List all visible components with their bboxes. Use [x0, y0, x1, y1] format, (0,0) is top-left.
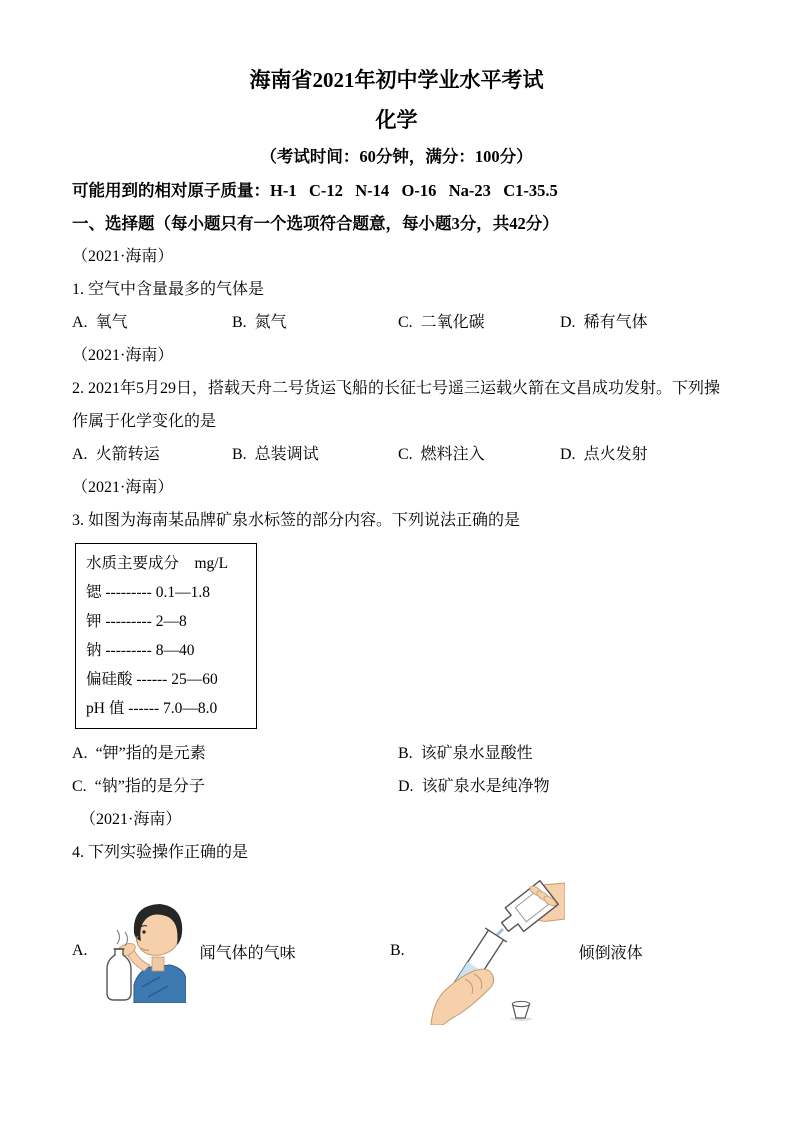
q3-option-c: [72, 770, 398, 803]
vapor-lines: [117, 930, 128, 946]
holding-hand: [431, 969, 494, 1025]
q3-options: [72, 737, 721, 803]
q2-option-c-label: C.: [398, 446, 413, 463]
q2-option-a-label: A.: [72, 446, 88, 463]
pour-liquid-illustration: [417, 877, 565, 1025]
water-table-row-ph: pH 值 ------ 7.0—8.0: [86, 700, 218, 717]
q3-option-b-label: B.: [398, 745, 413, 762]
section-one-header: 一、选择题（每小题只有一个选项符合题意，每小题3分，共42分）: [72, 214, 559, 233]
exam-title: 海南省2021年初中学业水平考试: [249, 68, 544, 92]
q1-stem: 1. 空气中含量最多的气体是: [72, 281, 265, 298]
q1-option-b: [232, 306, 398, 339]
q1-option-c: [398, 306, 560, 339]
q2-options: [72, 438, 721, 471]
q2-option-a: [72, 438, 232, 471]
q4-option-b-label: B.: [390, 942, 405, 959]
q3-source: （2021·海南）: [72, 479, 174, 496]
exam-subject: 化学: [375, 108, 418, 132]
reagent-bottle: [107, 949, 131, 1000]
q1-option-d-label: D.: [560, 314, 576, 331]
q1-option-c-label: C.: [398, 314, 413, 331]
water-table-row-sodium: 钠 --------- 8—40: [86, 642, 195, 659]
q3-option-c-label: C.: [72, 778, 87, 795]
atomic-masses-note: 可能用到的相对原子质量：H-1 C-12 N-14 O-16 Na-23 C1-35.5: [72, 181, 558, 200]
water-table-row-metasilicic-acid: 偏硅酸 ------ 25—60: [86, 671, 218, 688]
q4-stem: 4. 下列实验操作正确的是: [72, 844, 249, 861]
q3-option-b-text: 该矿泉水显酸性: [420, 745, 533, 762]
q3-option-a: [72, 737, 398, 770]
q2-option-b-label: B.: [232, 446, 247, 463]
q2-option-b: [232, 438, 398, 471]
q2-source: （2021·海南）: [72, 347, 174, 364]
q3-option-a-label: A.: [72, 745, 88, 762]
q2-stem: 2. 2021年5月29日，搭载天舟二号货运飞船的长征七号遥三运载火箭在文昌成功发射。下列操作属于化学变化的是: [72, 380, 721, 430]
q2-option-d-label: D.: [560, 446, 576, 463]
q2-option-d-text: 点火发射: [583, 446, 648, 463]
q2-option-b-text: 总装调试: [254, 446, 319, 463]
q4-option-a-label: A.: [72, 942, 88, 959]
q1-option-a: [72, 306, 232, 339]
q3-option-d-label: D.: [398, 778, 414, 795]
q3-stem: 3. 如图为海南某品牌矿泉水标签的部分内容。下列说法正确的是: [72, 512, 521, 529]
smell-gas-illustration: [98, 899, 186, 1003]
q4-option-b-caption: 倾倒液体: [578, 944, 643, 962]
q1-option-a-text: 氧气: [95, 314, 128, 331]
mineral-water-label-table: [75, 543, 257, 729]
water-table-row-strontium: 锶 --------- 0.1—1.8: [86, 584, 210, 601]
q1-options: [72, 306, 721, 339]
q1-option-b-label: B.: [232, 314, 247, 331]
q3-option-c-text: “钠”指的是分子: [94, 778, 205, 795]
q4-option-a: [72, 899, 390, 1003]
liquid-stream: [497, 929, 503, 935]
q3-option-d: [398, 770, 721, 803]
q1-option-a-label: A.: [72, 314, 88, 331]
q3-option-d-text: 该矿泉水是纯净物: [421, 778, 550, 795]
water-table-header-row: 水质主要成分 mg/L: [86, 555, 229, 572]
q1-option-b-text: 氮气: [254, 314, 287, 331]
water-table-row-potassium: 钾 --------- 2—8: [86, 613, 187, 630]
q2-option-a-text: 火箭转运: [95, 446, 160, 463]
q1-option-d-text: 稀有气体: [583, 314, 648, 331]
q4-option-a-caption: 闻气体的气味: [199, 944, 296, 962]
q2-option-c-text: 燃料注入: [420, 446, 485, 463]
q3-option-b: [398, 737, 721, 770]
q4-source: （2021·海南）: [80, 811, 182, 828]
q4-options: [72, 877, 721, 1025]
q3-option-a-text: “钾”指的是元素: [95, 745, 206, 762]
q1-option-d: [560, 306, 721, 339]
neck: [152, 957, 164, 971]
exam-info: （考试时间：60分钟，满分：100分）: [260, 147, 533, 166]
q1-source: （2021·海南）: [72, 248, 174, 265]
bottle-stopper: [510, 1001, 532, 1021]
q2-option-d: [560, 438, 721, 471]
q1-option-c-text: 二氧化碳: [420, 314, 485, 331]
q4-option-b: [390, 877, 643, 1025]
q2-option-c: [398, 438, 560, 471]
